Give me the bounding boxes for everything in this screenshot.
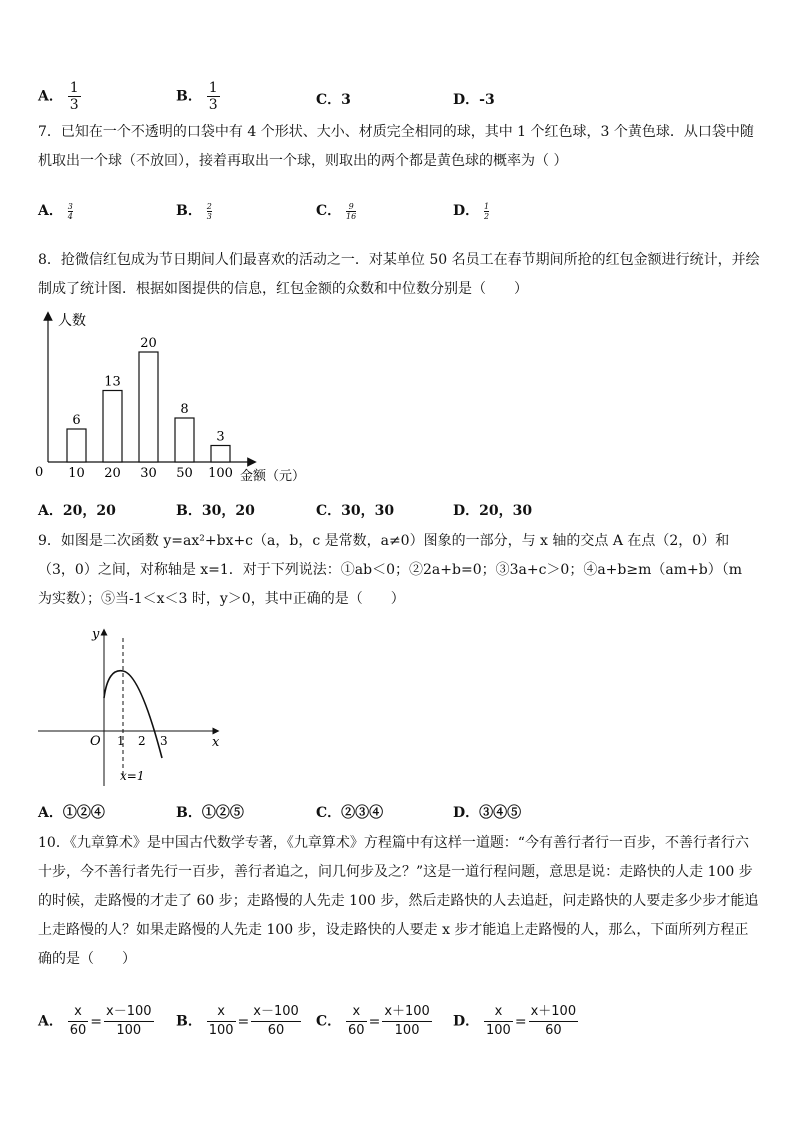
q6-option-b [176,80,220,113]
x-label: x [212,735,220,750]
q9-option-c: C．②③④ [316,805,384,821]
q9-option-b: B．①②⑤ [176,805,244,821]
fraction-left: $\frac{x}{100}$ [486,1004,511,1038]
bar-value-label: 8 [180,402,189,417]
fraction-left: $\frac{x}{60}$ [69,1004,87,1038]
tick-2: 2 [138,734,146,748]
q8-option-a: A．20，20 [38,503,116,519]
q9-option-a: A．①②④ [38,805,105,821]
q8-option-c: C．30，30 [316,503,395,519]
y-label: y [92,628,100,642]
fraction-right: $\frac{x-100}{100}$ [106,1004,152,1038]
fraction-left: $\frac{x}{60}$ [348,1004,365,1038]
tick-3: 3 [160,734,168,748]
fraction: $\frac{9}{16}$ [346,201,357,221]
q6-option-c: C．3 [316,92,351,108]
bar-30 [139,352,158,462]
q10-option-b: B． $\frac{x}{100}$ = $\frac{x-100}{60}$ [176,1004,299,1038]
q10-option-c: C． $\frac{x}{60}$ = $\frac{x+100}{100}$ [316,1004,430,1038]
origin-label: 0 [35,465,44,480]
bar-value-label: 20 [140,336,157,351]
q10-stem: 10．《九章算术》是中国古代数学专著，《九章算术》方程篇中有这样一道题：“今有善行者行一百步，不善行者行六十步，今不善行者先行一百步，善行者追之，问几何步及之？”这是一道行程问题，意思是说：走路快的人走 100 步的时候，走路慢的才走了 60 步；走路慢的人先走 100 步，然后走路快的人去追赶，问走路快的人要走多少步才能追上走路慢的人？如果走路慢的人先走 100 步，设走路快的人要走 x 步才能追上走路慢的人，那么，下面所列方程正确的是（ ） [38,835,759,967]
fraction-right: $\frac{x-100}{60}$ [253,1004,299,1038]
fraction-left: $\frac{x}{100}$ [208,1004,234,1038]
q7-option-a: A． $\frac{3}{4}$ [38,201,73,221]
fraction: $\frac{1}{2}$ [484,201,490,221]
symmetry-label: x=1 [120,769,145,783]
origin-label: O [90,734,101,749]
option-letter: B． [176,88,202,105]
bar-20 [103,391,122,463]
q10-option-a: A． $\frac{x}{60}$ = $\frac{x-100}{100}$ [38,1004,152,1038]
parabola-curve [104,671,162,758]
bar-100 [211,446,230,463]
bar-chart [30,310,320,490]
q7-stem: 7．已知在一个不透明的口袋中有 4 个形状、大小、材质完全相同的球，其中 1 个红色球，3 个黄色球．从口袋中随机取出一个球（不放回），接着再取出一个球，则取出的两个都是黄色球的概率为（ ） [38,124,754,169]
x-axis-label: 金额（元） [240,469,306,484]
option-letter: A． [38,88,63,105]
q7-option-c: C． $\frac{9}{16}$ [316,201,357,221]
tick-1: 1 [117,734,125,748]
bar-50 [175,418,194,462]
x-tick-label: 20 [104,466,121,481]
q6-option-d: D．-3 [453,92,495,108]
q7-option-b: B． $\frac{2}{3}$ [176,201,212,221]
bar-value-label: 13 [104,374,121,390]
bar-value-label: 3 [216,429,225,445]
x-tick-label: 50 [176,466,193,481]
fraction: $\frac{3}{4}$ [67,201,73,221]
fraction: $\frac{1}{3}$ [208,80,218,113]
fraction: $\frac{2}{3}$ [206,201,212,221]
q7-option-d: D． $\frac{1}{2}$ [453,201,490,221]
bar-value-label: 6 [72,413,81,428]
x-tick-label: 100 [208,466,233,481]
q8-stem: 8．抢微信红包成为节日期间人们最喜欢的活动之一．对某单位 50 名员工在春节期间所抢的红包金额进行统计，并绘制成了统计图．根据如图提供的信息，红包金额的众数和中位数分别是（ ） [38,252,760,297]
q6-option-a [38,80,81,113]
fraction-right: $\frac{x+100}{100}$ [384,1004,430,1038]
fraction-right: $\frac{x+100}{60}$ [530,1004,577,1038]
bar-group [67,336,233,481]
q9-stem: 9．如图是二次函数 y=ax²+bx+c（a，b，c 是常数，a≠0）图象的一部分，与 x 轴的交点 A 在点（2，0）和（3，0）之间，对称轴是 x=1．对于下列说法：①ab＜0；②2a+b=0；③3a+c＞0；④a+b≥m（am+b）（m 为实数）；⑤当-1＜x＜3 时，y＞0，其中正确的是（ ） [38,533,742,607]
q10-option-d: D． $\frac{x}{100}$ = $\frac{x+100}{60}$ [453,1004,577,1038]
q8-option-d: D．20，30 [453,503,533,519]
q8-option-b: B．30，20 [176,503,255,519]
parabola-graph [36,628,226,790]
x-tick-label: 30 [140,466,157,481]
bar-10 [67,429,86,462]
q9-option-d: D．③④⑤ [453,805,522,821]
y-axis-label: 人数 [58,313,86,329]
fraction: $\frac{1}{3}$ [69,80,79,113]
x-tick-label: 10 [68,466,85,481]
